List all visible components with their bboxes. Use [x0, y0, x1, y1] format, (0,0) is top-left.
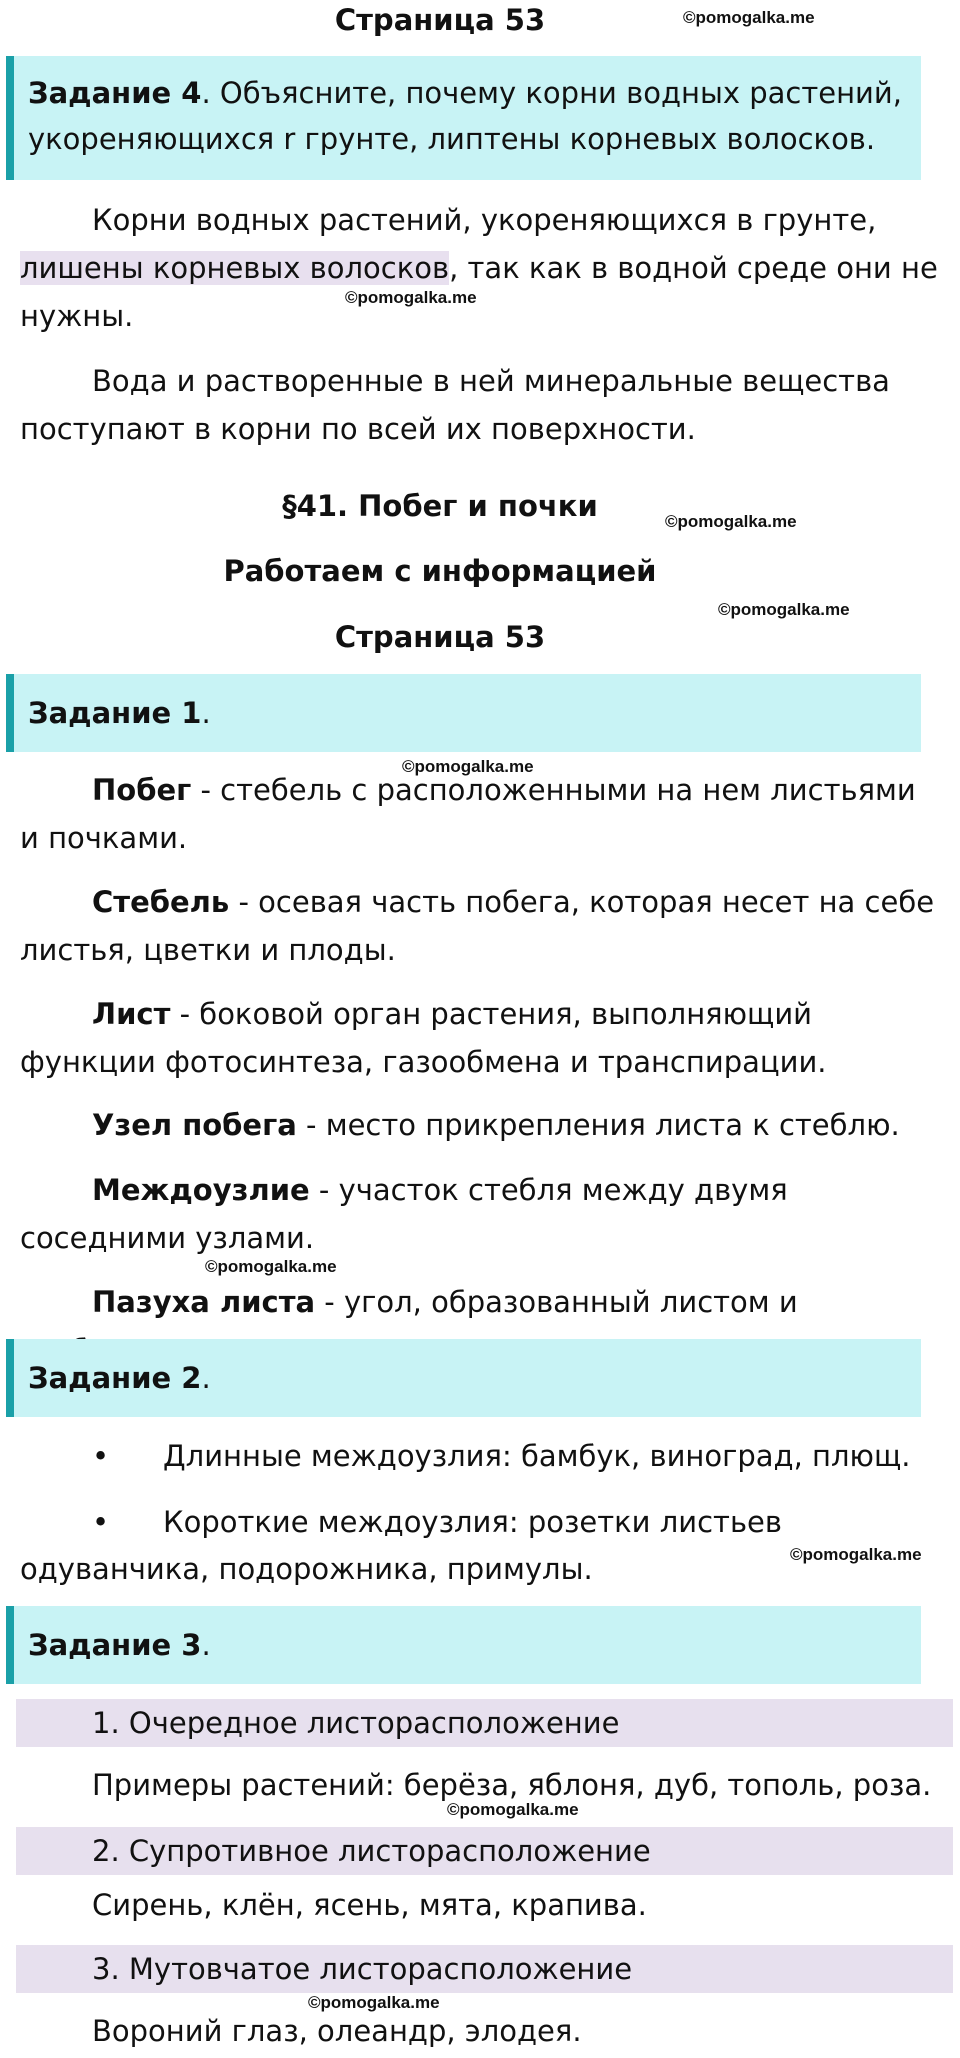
definition-text: - осевая часть побега, которая несет на себе листья, цветки и плоды.: [20, 885, 935, 967]
punct: .: [201, 1361, 211, 1395]
list-item: Длинные междоузлия: бамбук, виноград, плющ.: [163, 1439, 911, 1473]
section-title: §41. Побег и почки: [282, 489, 598, 523]
definition-term: Пазуха листа: [92, 1285, 316, 1319]
arrangement-type: 3. Мутовчатое листорасположение: [16, 1945, 953, 1993]
task4-answer-1: [20, 196, 940, 340]
definition-text: - боковой орган растения, выполняющий функции фотосинтеза, газообмена и транспирации.: [20, 997, 827, 1079]
task4-title: Задание 4: [28, 76, 202, 110]
definition-item: [20, 1166, 940, 1262]
section-subtitle: Работаем с информацией: [223, 554, 657, 588]
bullet-icon: •: [92, 1505, 110, 1539]
task2-box: [6, 1339, 921, 1417]
definition-term: Лист: [92, 997, 171, 1031]
task3-box: [6, 1606, 921, 1684]
task4-text: . Объясните, почему корни водных растений, укореняющихся r грунте, липтены корневых волосков.: [28, 76, 902, 156]
list-item-continuation: одуванчика, подорожника, примулы.: [20, 1552, 593, 1586]
arrangement-examples: Вороний глаз, олеандр, элодея.: [92, 2014, 582, 2048]
definition-text: - угол, образованный листом и: [324, 1285, 798, 1319]
task4-answer-2: Вода и растворенные в ней минеральные вещества поступают в корни по всей их поверхности.: [20, 364, 890, 446]
definition-item: [20, 990, 940, 1086]
watermark: ©pomogalka.me: [683, 8, 815, 27]
definition-text: - место прикрепления листа к стеблю.: [296, 1108, 900, 1142]
watermark: ©pomogalka.me: [447, 1800, 579, 1819]
definition-term: Стебель: [92, 885, 230, 919]
watermark: ©pomogalka.me: [402, 757, 534, 776]
punct: .: [201, 696, 211, 730]
task1-title: Задание 1: [28, 696, 202, 730]
watermark: ©pomogalka.me: [790, 1545, 922, 1564]
task1-box: [6, 674, 921, 752]
watermark: ©pomogalka.me: [345, 288, 477, 307]
definition-item: [20, 878, 940, 974]
definition-item: [20, 766, 940, 862]
definition-term: Побег: [92, 773, 192, 807]
task3-title: Задание 3: [28, 1628, 202, 1662]
answer-text: Корни водных растений, укореняющихся в грунте,: [92, 203, 877, 237]
arrangement-examples: Примеры растений: берёза, яблоня, дуб, тополь, роза.: [92, 1768, 932, 1802]
section-page: Страница 53: [334, 620, 546, 654]
watermark: ©pomogalka.me: [718, 600, 850, 619]
watermark: ©pomogalka.me: [205, 1257, 337, 1276]
definition-term: Узел побега: [92, 1108, 297, 1142]
arrangement-type: 2. Супротивное листорасположение: [16, 1827, 953, 1875]
definition-text: - стебель с расположенными на нем листьями и почками.: [20, 773, 916, 855]
arrangement-examples: Сирень, клён, ясень, мята, крапива.: [92, 1888, 647, 1922]
list-item: Короткие междоузлия: розетки листьев: [163, 1505, 782, 1539]
arrangement-type: 1. Очередное листорасположение: [16, 1699, 953, 1747]
bullet-icon: •: [92, 1439, 110, 1473]
definition-text: - участок стебля между двумя соседними узлами.: [20, 1173, 788, 1255]
highlighted-text: лишены корневых волосков: [20, 251, 450, 285]
page-header: Страница 53: [334, 3, 546, 37]
answer-text: , так как в водной среде они не нужны.: [20, 251, 938, 333]
definition-item: [20, 1101, 940, 1149]
punct: .: [201, 1628, 211, 1662]
watermark: ©pomogalka.me: [665, 512, 797, 531]
task2-title: Задание 2: [28, 1361, 202, 1395]
watermark: ©pomogalka.me: [308, 1993, 440, 2012]
definition-term: Междоузлие: [92, 1173, 310, 1207]
task4-box: [6, 56, 921, 180]
